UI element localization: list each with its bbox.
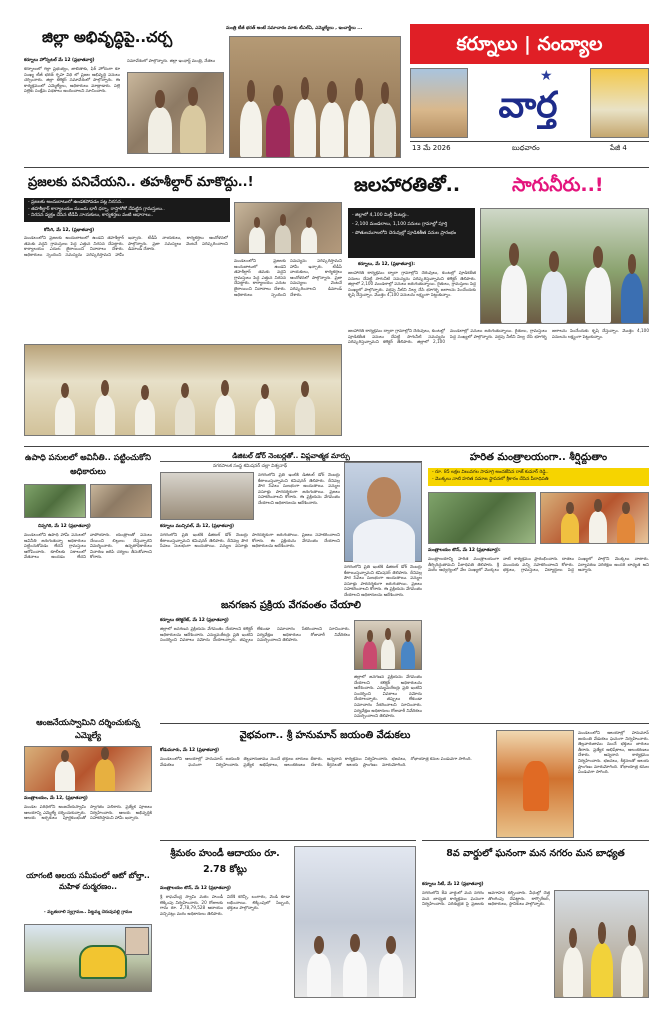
story11 bbox=[160, 842, 416, 1000]
story3-highlight-2: - 2,100 మండలాలు, 1,100 పనులు గ్రామాల్లో పూర్తి bbox=[352, 222, 448, 227]
story11-byline: మంత్రాలయం టౌన్, మే 12 (ప్రభాతవార్త) bbox=[160, 886, 231, 891]
story4 bbox=[24, 450, 152, 712]
story6-headline: జనగణన ప్రక్రియ వేగవంతం చేయాలి bbox=[220, 600, 362, 611]
story6-body-b: జిల్లాలో జనగణన ప్రక్రియను వేగవంతం చేయాలని కలెక్టర్ అధికారులను ఆదేశించారు. ఎన్యుమరేటర్లు ప్రతి ఇంటిని సందర్శించి వివరాలు నమోదు చేయాలన్నారు. తప్పులు లేకుండా సమాచారం సేకరించాలని సూచించారు. పర్యవేక్షణ అధికారులు రోజువారీ నివేదికలు సమర్పించాలని తెలిపారు. bbox=[354, 674, 422, 719]
story9 bbox=[160, 726, 649, 840]
story5-photo-commissioner bbox=[344, 462, 422, 562]
story1-caption: సమావేశంలో పాల్గొన్నారు. జిల్లా ఇంఛార్జ్ మంత్రి, నేతలు bbox=[127, 58, 216, 63]
story10-sub: - మృతురాలి స్వగ్రామం.. పిట్టమ్మ చెరువుపల్లి గ్రామం bbox=[43, 910, 133, 915]
story7 bbox=[428, 450, 649, 722]
story2-highlight-2: - తహశీల్దార్ కార్యాలయం ముందు భారీ ధర్నా, రాస్తారోకో చేపట్టిన గ్రామస్తులు.. bbox=[28, 206, 165, 212]
story3-photo-planting bbox=[480, 208, 649, 324]
story8-headline: ఆంజనేయస్వామిని దర్శించుకున్న ఎమ్మెల్యే bbox=[36, 717, 140, 740]
story5-kicker: డిజిటల్ డోర్ నెంబర్లతో.. విప్లవాత్మక మార్పు bbox=[160, 450, 422, 462]
story5-body-b: నగరంలోని ప్రతి ఇంటికి డిజిటల్ డోర్ నెంబర్లు కేటాయిస్తున్నామని కమిషనర్ తెలిపారు. దీనివల్ల పౌర సేవలు సులభంగా అందుతాయి. పన్నుల వసూళ్లు పారదర్శకంగా జరుగుతాయి. ప్రజలు సహకరించాలని కోరారు. ఈ ప్రక్రియను వేగవంతం చేయాలని అధికారులను ఆదేశించారు. bbox=[160, 532, 340, 549]
logo-text: వార్త bbox=[498, 85, 558, 126]
story10-headline: యాగంటి ఆలయ సమీపంలో ఆటో బోల్తా.. మహిళ దుర్మరణం.. bbox=[26, 871, 150, 891]
story9-headline: వైభవంగా.. శ్రీ హనుమాన్ జయంతి వేడుకలు bbox=[239, 730, 411, 741]
story12 bbox=[422, 842, 649, 1000]
story12-headline: 8వ వార్డులో ఘనంగా మన నగరం మన బాధ్యత bbox=[446, 848, 625, 859]
story11-photo bbox=[294, 846, 416, 998]
story12-body: నగరంలోని 8వ వార్డులో మన నగరం మన బాధ్యత కార్యక్రమం ఘనంగా నిర్వహించారు. పరిశుభ్రత పై ప్రజలకు అవగాహన కల్పించారు. వీధుల్లో చెత్త తొలగింపు చేపట్టారు. కార్పొరేటర్, అధికారులు, స్థానికులు పాల్గొన్నారు. bbox=[422, 890, 550, 907]
story10-photo-auto bbox=[24, 924, 152, 992]
story5 bbox=[160, 450, 422, 596]
story3-highlight-3: - పోతులమూలలోని చెరువుల్లో పూడికతీత పనుల ప్రారంభం bbox=[352, 231, 457, 236]
story1-body: కర్నూలులో గల్లా ప్రభుత్వం, జాబితాకు, ఫిర్ హోదంగా కూ సంఖ్య టీజీ భరత్ గృహ విధి లో ప్రజల అభివృద్ధి పనులు చర్చించారు. జిల్లా కలెక్టర్ సమావేశంలో పాల్గొన్నారు. ఈ కార్యక్రమంలో ఎమ్మెల్యేలు, అధికారులు మాట్లాడారు. పల్లె పల్లెకు సంక్షేమ పథకాలు అందించాలని సూచించారు. bbox=[24, 66, 120, 94]
masthead bbox=[410, 24, 649, 164]
story6-body: జిల్లాలో జనగణన ప్రక్రియను వేగవంతం చేయాలని కలెక్టర్ అధికారులను ఆదేశించారు. ఎన్యుమరేటర్లు ప్రతి ఇంటిని సందర్శించి వివరాలు నమోదు చేయాలన్నారు. తప్పులు లేకుండా సమాచారం సేకరించాలని సూచించారు. పర్యవేక్షణ అధికారులు రోజువారీ నివేదికలు సమర్పించాలని తెలిపారు. bbox=[160, 626, 350, 643]
story2-byline: కోసిగి, మే 12, (ప్రభాతవార్త) bbox=[44, 228, 95, 233]
story6-byline: కర్నూలు కలెక్టరేట్, మే 12 (ప్రభాతవార్త) bbox=[160, 618, 229, 623]
story3-body-bottom: జలహారతి కార్యక్రమం ద్వారా గ్రామాల్లోని చెరువులు, కుంటల్లో పూడికతీత పనులు చేపట్టి సాగునీటి సమస్యను పరిష్కరిస్తున్నామని కలెక్టర్ తెలిపారు. జిల్లాలో 2,100 మండలాల్లో పనులు జరుగుతున్నాయి. రైతులు, గ్రామస్తులు పెద్ద సంఖ్యలో పాల్గొన్నారు. వర్షపు నీటిని నిల్వ చేసి భూగర్భ జలాలను పెంచేందుకు కృషి చేస్తున్నాం. మొత్తం 4,100 పనులను లక్ష్యంగా పెట్టుకున్నాం. bbox=[348, 328, 649, 345]
top-strip: మంత్రి టీజీ భరత్ అంటే సమాచారం మాకు టీఎల్ఏ, ఎమ్మెల్యేలు , ఇంచార్జీలు ... bbox=[226, 26, 363, 31]
story2-highlight-1: - ప్రజలకు అందుబాటులో ఉండకపోవడం పట్ల నిరసన.. bbox=[28, 200, 124, 205]
story8-byline: మంత్రాలయం, మే 12, (ప్రభాతవార్త) bbox=[24, 796, 88, 801]
masthead-page: పేజీ 4 bbox=[610, 144, 627, 152]
story5-body-a: నగరంలోని ప్రతి ఇంటికి డిజిటల్ డోర్ నెంబర్లు కేటాయిస్తున్నామని కమిషనర్ తెలిపారు. దీనివల్ల పౌర సేవలు సులభంగా అందుతాయి. పన్నుల వసూళ్లు పారదర్శకంగా జరుగుతాయి. ప్రజలు సహకరించాలని కోరారు. ఈ ప్రక్రియను వేగవంతం చేయాలని అధికారులను ఆదేశించారు. bbox=[258, 472, 340, 505]
story4-body: మండలంలోని ఉపాధి హామీ పనులలో అవినీతి జరుగుతున్నా అధికారులు పట్టించుకోవడం లేదని గ్రామస్తులు ఆరోపించారు. కూలీలకు సకాలంలో వేతనాలు అందడం లేదని వాపోయారు. యంత్రాలతో పనులు చేయించి బిల్లులు చేస్తున్నారని విమర్శించారు. ఉన్నతాధికారులు విచారణ జరిపి చర్యలు తీసుకోవాలని కోరారు. bbox=[24, 532, 152, 560]
story8 bbox=[24, 716, 152, 866]
commissioner-shirt bbox=[353, 519, 415, 563]
story7-photo-2 bbox=[540, 492, 649, 544]
story9-photo bbox=[496, 730, 574, 838]
story5-photo-small bbox=[160, 472, 254, 520]
story3-body-left: జలహారతి కార్యక్రమం ద్వారా గ్రామాల్లోని చెరువులు, కుంటల్లో పూడికతీత పనులు చేపట్టి సాగునీటి సమస్యను పరిష్కరిస్తున్నామని కలెక్టర్ తెలిపారు. జిల్లాలో 2,100 మండలాల్లో పనులు జరుగుతున్నాయి. రైతులు, గ్రామస్తులు పెద్ద సంఖ్యలో పాల్గొన్నారు. వర్షపు నీటిని నిల్వ చేసి భూగర్భ జలాలను పెంచేందుకు కృషి చేస్తున్నాం. మొత్తం 4,100 పనులను లక్ష్యంగా పెట్టుకున్నాం. bbox=[348, 270, 476, 298]
masthead-title-bar bbox=[410, 24, 649, 64]
story9-body: మండలంలోని ఆలయాల్లో హనుమాన్ జయంతి వేడుకలు ఘనంగా నిర్వహించారు. తెల్లవారుజాము నుంచే భక్తులు బారులు తీరారు. ప్రత్యేక అభిషేకాలు, అలంకరణలు చేశారు. అన్నదాన కార్యక్రమం నిర్వహించారు. భజనలు, కీర్తనలతో ఆలయ ప్రాంగణం మారుమోగింది. శోభాయాత్ర కనుల పండువగా సాగింది. bbox=[160, 756, 472, 767]
story7-photo-1 bbox=[428, 492, 536, 544]
story6 bbox=[160, 598, 422, 722]
story7-body: మంత్రాలయాన్ని హరిత మంత్రాలయంగా తీర్చిదిద్దుతామని పీఠాధిపతి తెలిపారు. శ్రీ మఠం ఆధ్వర్యంలో వేల సంఖ్యలో మొక్కలు నాటే కార్యక్రమం ప్రారంభించారు. దాతలు ముందుకు వచ్చి సహకరించాలని కోరారు. భక్తులు, గ్రామస్తులు, విద్యార్థులు పెద్ద సంఖ్యలో పాల్గొని మొక్కలు నాటారు. పర్యావరణ పరిరక్షణ అందరి బాధ్యత అని అన్నారు. bbox=[428, 556, 649, 573]
story2-highlight-3: - నిరసన వ్యక్తం చేసిన టీడీపీ నాయకులు, కార్యకర్తలు వంటి ఆధారాలు.. bbox=[28, 213, 154, 219]
masthead-fort-photo bbox=[410, 68, 468, 138]
story2-body: మండలంలోని ప్రజలకు అందుబాటులో ఉండని తహశీల్దార్ తమకు వద్దని గ్రామస్తులు పెద్ద ఎత్తున నిరసన చేపట్టారు. కార్యాలయం ఎదుట బైఠాయించి నినాదాలు చేశారు. అధికారులు స్పందించి సమస్యను పరిష్కరిస్తామని హామీ ఇచ్చారు. టీడీపీ నాయకులు, కార్యకర్తలు ఆందోళనలో పాల్గొన్నారు. ప్రజా సమస్యలు వెంటనే పరిష్కరించాలని డిమాండ్ చేశారు. bbox=[24, 235, 228, 257]
story3-headline-pink: సాగునీరు..! bbox=[512, 174, 604, 196]
story1-byline: కర్నూలు హోస్పటల్ మే 12 (ప్రభాతవార్త) bbox=[24, 58, 95, 63]
commissioner-face bbox=[367, 477, 401, 517]
story3-headline-black: జలహారతితో.. bbox=[354, 174, 461, 196]
story1-photo bbox=[127, 72, 224, 154]
story2-body-col3: మండలంలోని ప్రజలకు అందుబాటులో ఉండని తహశీల్దార్ తమకు వద్దని గ్రామస్తులు పెద్ద ఎత్తున నిరసన చేపట్టారు. కార్యాలయం ఎదుట బైఠాయించి నినాదాలు చేశారు. అధికారులు స్పందించి సమస్యను పరిష్కరిస్తామని హామీ ఇచ్చారు. టీడీపీ నాయకులు, కార్యకర్తలు ఆందోళనలో పాల్గొన్నారు. ప్రజా సమస్యలు వెంటనే పరిష్కరించాలని డిమాండ్ చేశారు. bbox=[234, 258, 342, 297]
masthead-bull-photo bbox=[590, 68, 649, 138]
story3-highlight-1: - జిల్లాలో 4,100 మిల్లీ మీటర్లు.. bbox=[352, 213, 410, 218]
story12-photo bbox=[554, 890, 649, 998]
story12-byline: కర్నూలు సిటీ, మే 12 (ప్రభాతవార్త) bbox=[422, 882, 484, 887]
story8-photo bbox=[24, 746, 152, 792]
story3-byline: కర్నూలు, మే 12, (ప్రభాతవార్త): bbox=[358, 262, 415, 267]
auto-rickshaw-icon bbox=[79, 945, 127, 979]
story9-body-b: మండలంలోని ఆలయాల్లో హనుమాన్ జయంతి వేడుకలు ఘనంగా నిర్వహించారు. తెల్లవారుజాము నుంచే భక్తులు బారులు తీరారు. ప్రత్యేక అభిషేకాలు, అలంకరణలు చేశారు. అన్నదాన కార్యక్రమం నిర్వహించారు. భజనలు, కీర్తనలతో ఆలయ ప్రాంగణం మారుమోగింది. శోభాయాత్ర కనుల పండువగా సాగింది. bbox=[578, 730, 649, 775]
story3-highlights bbox=[348, 208, 475, 258]
story2 bbox=[24, 172, 342, 442]
story1-photo-group bbox=[229, 36, 401, 158]
story3 bbox=[348, 172, 649, 442]
story6-photo bbox=[354, 620, 422, 670]
story11-body: శ్రీ రాఘవేంద్ర స్వామి మఠం హుండీ లెక్కింపు నిర్వహించారు. 20 రోజులకు గాను రూ. 2,78,79,528 ఆదాయం వచ్చినట్లు మఠం అధికారులు తెలిపారు. విదేశీ కరెన్సీ, బంగారం, వెండి కూడా లభించాయి. లెక్కింపులో సిబ్బంది, భక్తులు పాల్గొన్నారు. bbox=[160, 894, 290, 916]
story2-highlights bbox=[24, 198, 230, 222]
story5-sub: నగరపాలక సంస్థ కమిషనర్ చల్లా విశ్వనాథ్ bbox=[212, 464, 288, 469]
story5-body-c: నగరంలోని ప్రతి ఇంటికి డిజిటల్ డోర్ నెంబర్లు కేటాయిస్తున్నామని కమిషనర్ తెలిపారు. దీనివల్ల పౌర సేవలు సులభంగా అందుతాయి. పన్నుల వసూళ్లు పారదర్శకంగా జరుగుతాయి. ప్రజలు సహకరించాలని కోరారు. ఈ ప్రక్రియను వేగవంతం చేయాలని అధికారులను ఆదేశించారు. bbox=[344, 564, 422, 597]
victim-portrait bbox=[125, 927, 149, 955]
story2-photo-protest bbox=[234, 202, 342, 254]
story4-byline: చిప్పగిరి, మే 12 (ప్రభాతవార్త) bbox=[38, 524, 91, 529]
story9-byline: కోడుమూరు, మే 12 (ప్రభాతవార్త) bbox=[160, 748, 220, 753]
story1 bbox=[24, 22, 404, 162]
story7-highlights bbox=[428, 468, 649, 486]
masthead-day: బుధవారం bbox=[512, 144, 540, 152]
masthead-date: 13 మే 2026 bbox=[412, 144, 451, 152]
story1-headline: జిల్లా అభివృద్ధిపై..చర్చ bbox=[42, 28, 173, 46]
story5-byline: కర్నూలు మున్సిపల్, మే 12, (ప్రభాతవార్త) bbox=[160, 524, 234, 529]
story4-photo-2 bbox=[90, 484, 152, 518]
star-icon: ★ bbox=[540, 68, 553, 84]
story7-highlight-1: - రూ. 85 లక్షల విలువగల సామాగ్రి అందజేసిన రాజ్ కుమార్ రెడ్డి.. bbox=[432, 470, 549, 475]
hanuman-idol bbox=[523, 761, 549, 811]
story7-highlight-2: - మొక్కలు నాటి హరిత సమాజ స్థాపనలో శ్రీకారం చేసిన పీఠాధిపతి bbox=[432, 476, 549, 482]
story2-photo-crowd bbox=[24, 344, 342, 436]
story10 bbox=[24, 870, 152, 996]
story2-headline: ప్రజలకు పనిచేయని.. తహశీల్దార్ మాకొద్దు..! bbox=[28, 175, 254, 190]
masthead-title: కర్నూలు | నంద్యాల bbox=[456, 33, 603, 55]
story11-headline: శ్రీమఠం హుండీ ఆదాయం రూ. 2.78 కోట్లు bbox=[170, 848, 280, 875]
story7-headline: హరిత మంత్రాలయంగా.. శీర్షిద్దుతాం bbox=[469, 452, 608, 463]
story4-photo-1 bbox=[24, 484, 86, 518]
story8-body: మండల పరిధిలోని ఆంజనేయస్వామి ఆలయాన్ని ఎమ్మెల్యే దర్శించుకున్నారు. ఆలయ అర్చకులు పూర్ణకుంభంతో స్వాగతం పలికారు. ప్రత్యేక పూజలు నిర్వహించారు. ఆలయ అభివృద్ధికి సహకరిస్తామని హామీ ఇచ్చారు. bbox=[24, 804, 152, 821]
story7-byline: మంత్రాలయం టౌన్, మే 12 (ప్రభాతవార్త): bbox=[428, 548, 501, 553]
masthead-logo bbox=[470, 64, 586, 142]
story4-headline: ఉపాధి పనులలో అవినీతి.. పట్టించుకోని అధికారులు bbox=[25, 452, 151, 476]
